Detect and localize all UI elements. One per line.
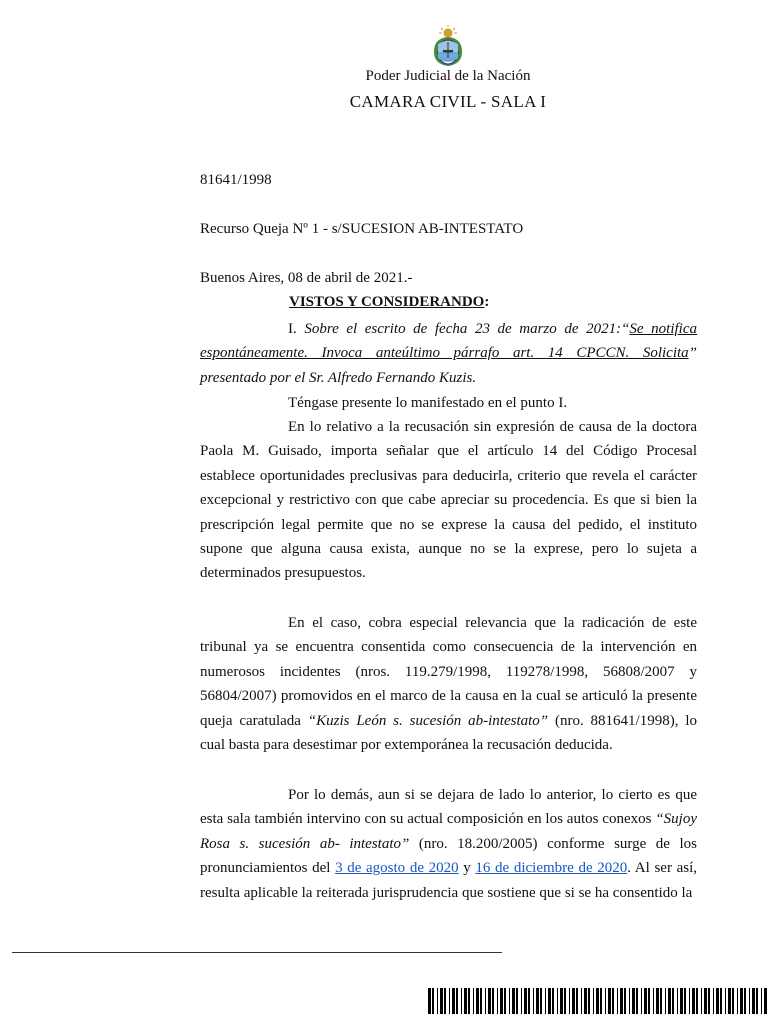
- paragraph-3: [200, 415, 697, 586]
- barcode-icon: [428, 988, 768, 1014]
- court-name: Poder Judicial de la Nación: [365, 68, 531, 84]
- p4-text-b: (nro. 881641/1998), lo cual basta para desestimar por extemporánea la recusación deducida.: [200, 712, 697, 754]
- p5-text-d: . Al ser así, resulta aplicable la reiterada jurisprudencia que sostiene que si se ha consentido la: [200, 860, 697, 901]
- p1-underlined: Se notifica espontáneamente. Invoca anteúltimo párrafo art. 14 CPCCN. Solicita: [200, 321, 697, 362]
- case-title: Recurso Queja Nº 1 - s/SUCESION AB-INTESTATO: [200, 221, 524, 237]
- paragraph-5: [200, 783, 697, 905]
- heading-text: VISTOS Y CONSIDERANDO: [289, 294, 485, 310]
- p2-text: Téngase presente lo manifestado en el punto I.: [288, 395, 568, 411]
- date-line: Buenos Aires, 08 de abril de 2021.-: [200, 270, 413, 286]
- coat-of-arms-icon: [428, 24, 468, 68]
- p3-text: En lo relativo a la recusación sin expresión de causa de la doctora Paola M. Guisado, importa señalar que el artículo 14 del Código Procesal establece oportunidades preclusivas para deducirla, criterio que revela el carácter excepcional y restrictivo con que cabe apreciar su procedencia. Es que si bien la prescripción legal permite que no se exprese la causa del pedido, el instituto supone que alguna causa exista, aunque no se la exprese, pero lo sujeta a determinados presupuestos.: [200, 419, 697, 582]
- section-heading: [289, 294, 489, 311]
- p5-text-a: Por lo demás, aun si se dejara de lado lo anterior, lo cierto es que esta sala también intervino con su actual composición en los autos conexos: [200, 787, 697, 828]
- p1-prefix: I.: [288, 321, 305, 337]
- p5-text-c: y: [458, 860, 476, 877]
- paragraph-2: [200, 391, 697, 415]
- p1-italic-a: Sobre el escrito de fecha 23 de marzo de 2021:“: [304, 321, 630, 337]
- p4-italic: “Kuzis León s. sucesión ab-intestato”: [307, 712, 549, 729]
- case-number: 81641/1998: [200, 172, 272, 188]
- p5-text-b: (nro. 18.200/2005) conforme surge de los pronunciamientos del: [200, 835, 697, 877]
- link-16-diciembre-2020[interactable]: 16 de diciembre de 2020: [475, 860, 628, 877]
- p4-text-a: En el caso, cobra especial relevancia que la radicación de este tribunal ya se encuentra consentida como consecuencia de la intervención en numerosos incidentes (nros. 119.279/1998, 119278/1998, 56808/2007 y 56804/2007) promovidos en el marco de la causa en la cual se articuló la presente queja caratulada: [200, 615, 697, 729]
- link-3-agosto-2020[interactable]: 3 de agosto de 2020: [335, 860, 459, 877]
- paragraph-4: [200, 611, 697, 757]
- chamber-name: CAMARA CIVIL - SALA I: [349, 92, 547, 111]
- paragraph-1: [200, 317, 697, 390]
- p5-italic: “Sujoy Rosa s. sucesión ab- intestato”: [200, 811, 697, 852]
- footer-divider: [12, 952, 502, 953]
- heading-suffix: :: [484, 294, 490, 310]
- p1-italic-b: ” presentado por el Sr. Alfredo Fernando Kuzis.: [200, 345, 697, 386]
